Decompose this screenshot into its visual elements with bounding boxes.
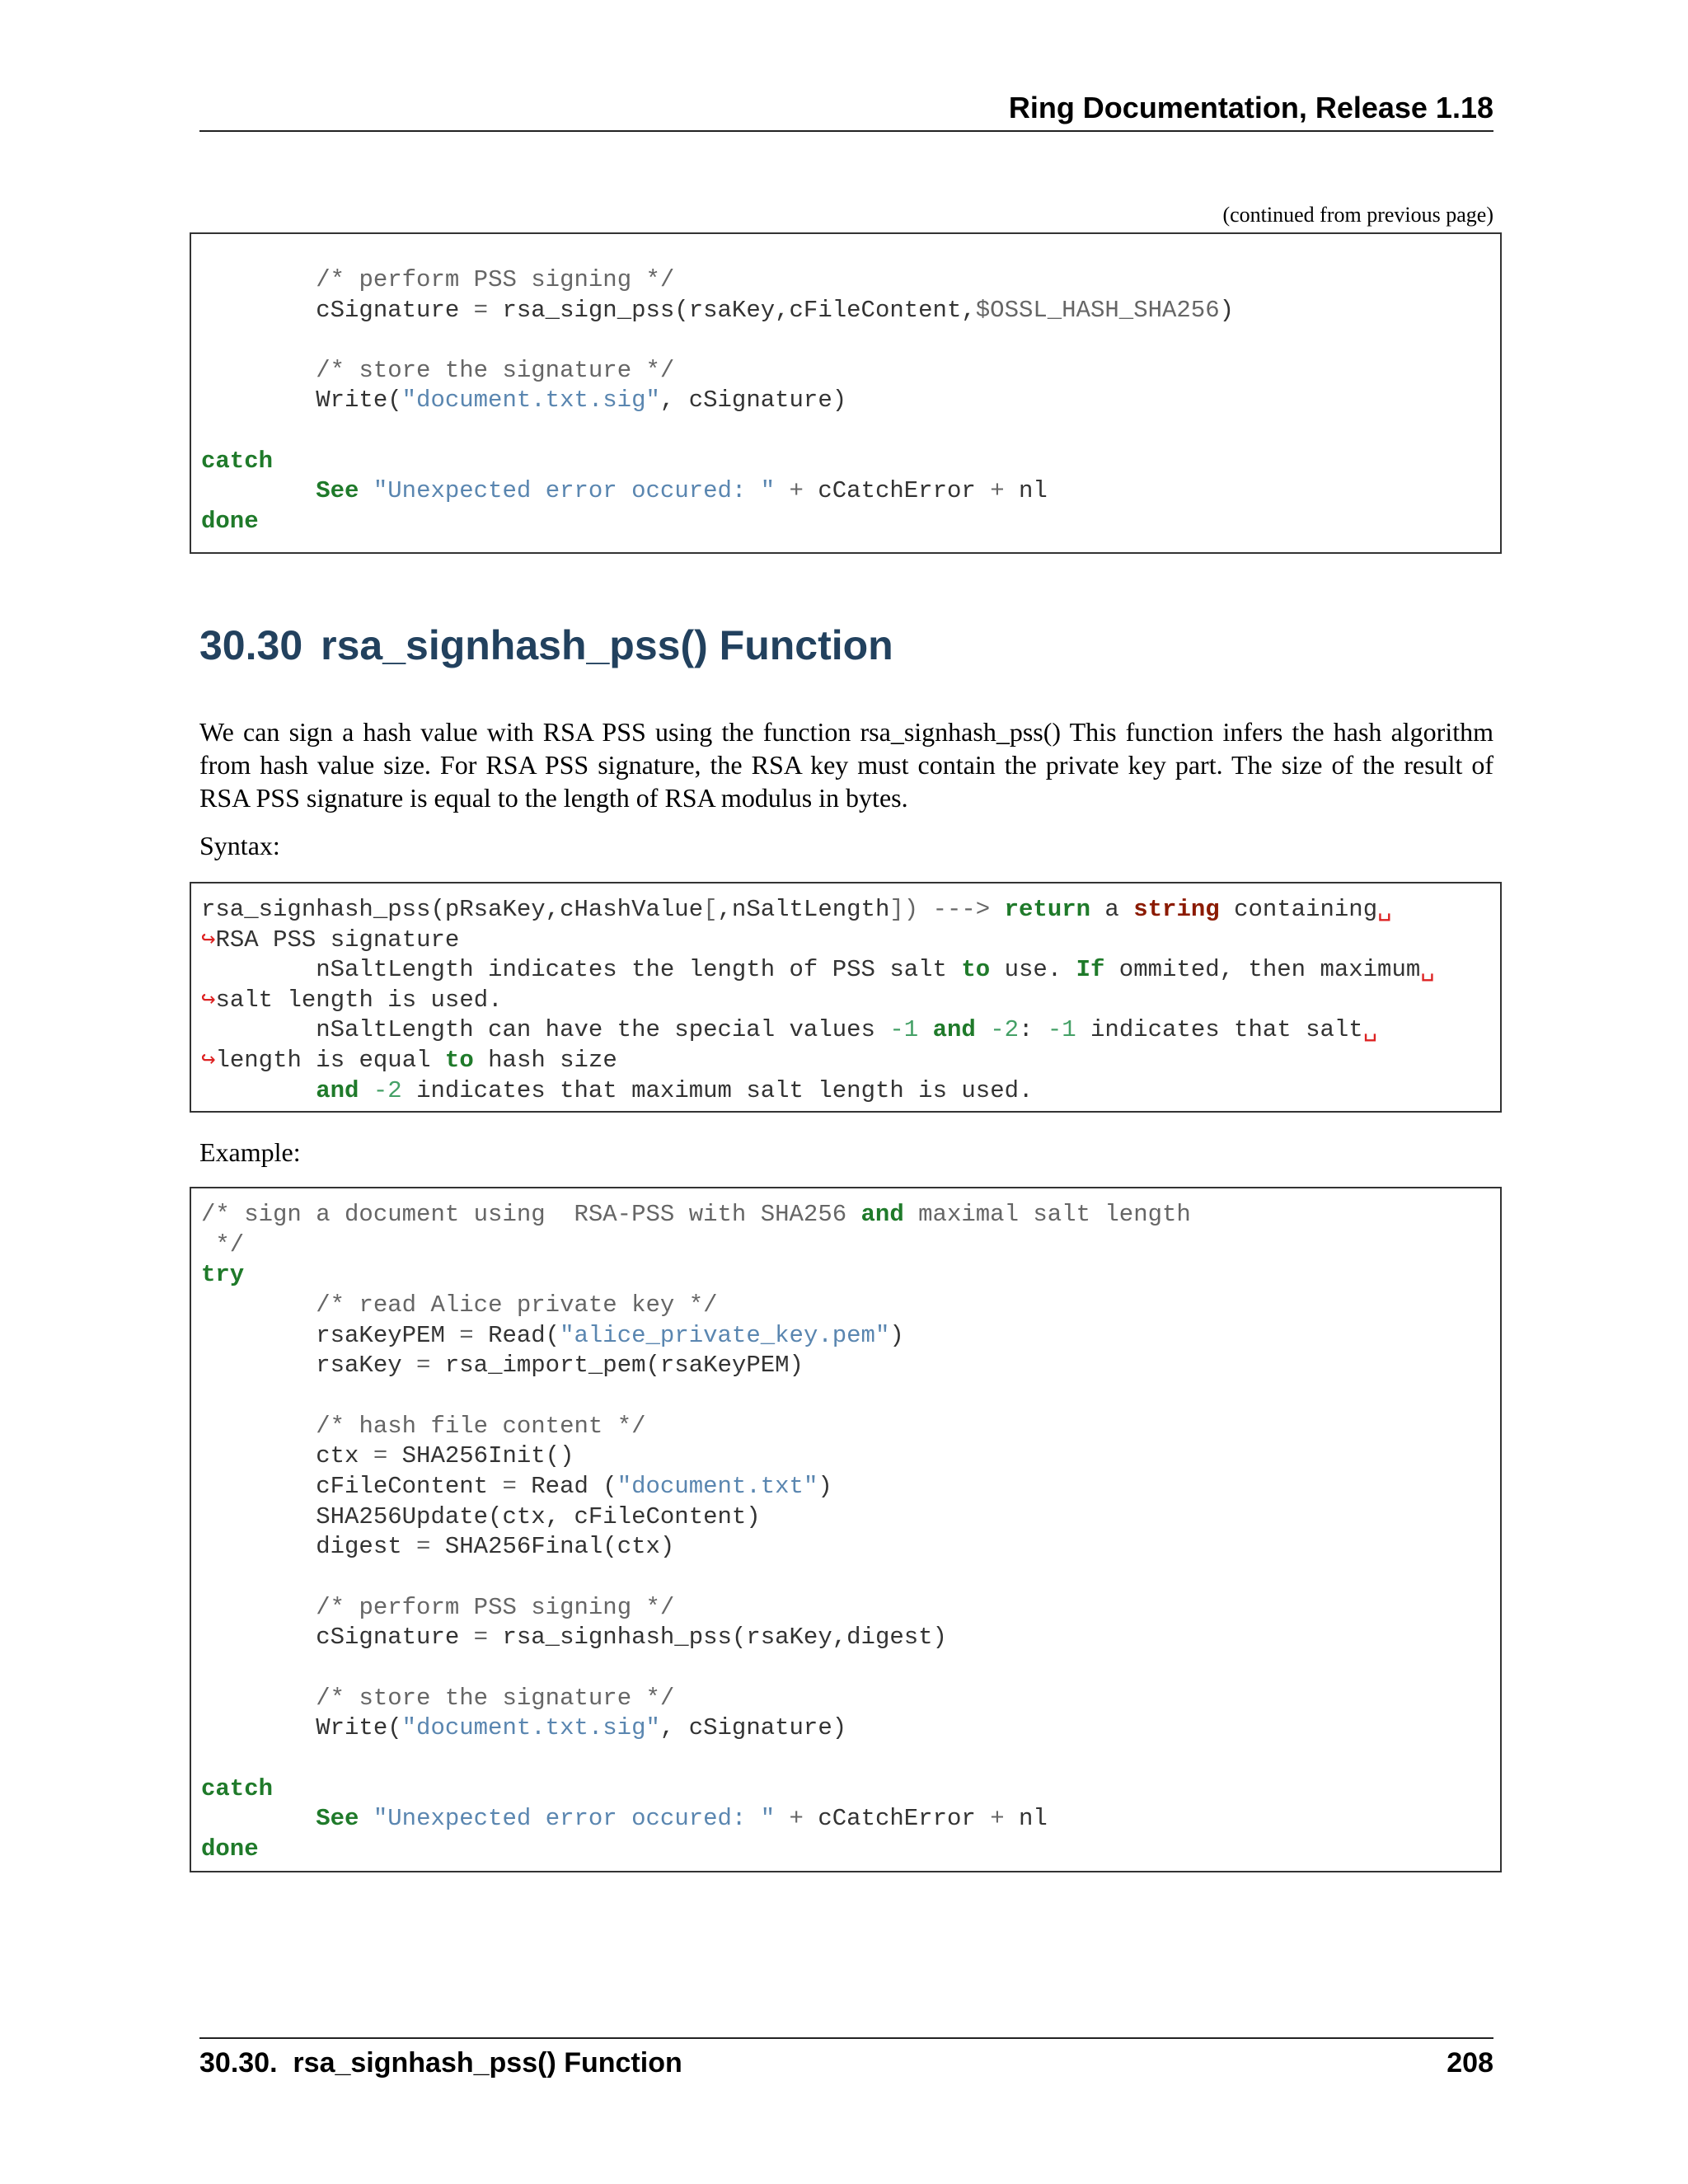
code-line: /* perform PSS signing */: [316, 1593, 675, 1621]
code-line: digest = SHA256Final(ctx): [201, 1533, 675, 1561]
code-line: cSignature = rsa_signhash_pss(rsaKey,digest): [201, 1624, 947, 1652]
code-line: rsa_signhash_pss(pRsaKey,cHashValue[,nSaltLength]) ---> return a string containing␣: [201, 896, 1392, 923]
code-line: done: [201, 1835, 259, 1863]
code-line: catch: [201, 1774, 274, 1802]
section-heading: [199, 621, 1493, 669]
section-title: rsa_signhash_pss() Function: [321, 622, 893, 668]
code-line: and -2 indicates that maximum salt length is used.: [316, 1076, 1034, 1104]
code-line: ↪RSA PSS signature: [201, 926, 460, 954]
code-line: SHA256Update(ctx, cFileContent): [201, 1502, 761, 1530]
code-line: /* hash file content */: [316, 1412, 646, 1440]
code-line: /* store the signature */: [316, 356, 675, 384]
code-block-example: [190, 1187, 1502, 1872]
code-line: ↪length is equal to hash size: [201, 1047, 617, 1074]
syntax-label: Syntax:: [199, 831, 280, 860]
code-line: cFileContent = Read ("document.txt"): [201, 1473, 832, 1501]
code-line: /* perform PSS signing */: [316, 266, 675, 293]
code-line: ctx = SHA256Init(): [201, 1442, 574, 1470]
code-block-syntax: [190, 882, 1502, 1113]
code-line: Write("document.txt.sig", cSignature): [201, 387, 847, 415]
page-number: 208: [1447, 2047, 1493, 2079]
code-line: done: [201, 507, 259, 535]
header-rule: [199, 130, 1493, 132]
running-header: Ring Documentation, Release 1.18: [1008, 91, 1493, 124]
code-line: nSaltLength can have the special values -1 and -2: -1 indicates that salt␣: [201, 1016, 1378, 1044]
continued-note: (continued from previous page): [1222, 203, 1493, 227]
code-block-continued: [190, 232, 1502, 554]
code-line: rsaKeyPEM = Read("alice_private_key.pem"): [201, 1321, 904, 1349]
example-label: Example:: [199, 1137, 301, 1167]
code-line: Write("document.txt.sig", cSignature): [201, 1714, 847, 1742]
code-line: cSignature = rsa_sign_pss(rsaKey,cFileContent,$OSSL_HASH_SHA256): [201, 296, 1235, 324]
code-line: See "Unexpected error occured: " + cCatchError + nl: [316, 1805, 1048, 1833]
section-number: 30.30: [199, 622, 303, 668]
code-line: /* store the signature */: [316, 1684, 675, 1712]
code-line: nSaltLength indicates the length of PSS salt to use. If ommited, then maximum␣: [201, 956, 1435, 984]
footer-rule: [199, 2037, 1493, 2039]
footer-section-title: 30.30. rsa_signhash_pss() Function: [199, 2047, 682, 2079]
code-line: */: [201, 1230, 245, 1258]
code-line: /* read Alice private key */: [316, 1291, 718, 1319]
section-description: We can sign a hash value with RSA PSS using the function rsa_signhash_pss() This function infers the hash algorithm from hash value size. For RSA PSS signature, the RSA key must contain the private key part. The size of the result of RSA PSS signature is equal to the length of RSA modulus in bytes.: [199, 717, 1493, 813]
code-line: See "Unexpected error occured: " + cCatchError + nl: [316, 477, 1048, 505]
code-line: ↪salt length is used.: [201, 986, 503, 1014]
code-line: rsaKey = rsa_import_pem(rsaKeyPEM): [201, 1352, 804, 1380]
code-line: try: [201, 1261, 245, 1289]
code-line: /* sign a document using RSA-PSS with SHA256 and maximal salt length: [201, 1201, 1191, 1228]
code-line: catch: [201, 447, 274, 475]
